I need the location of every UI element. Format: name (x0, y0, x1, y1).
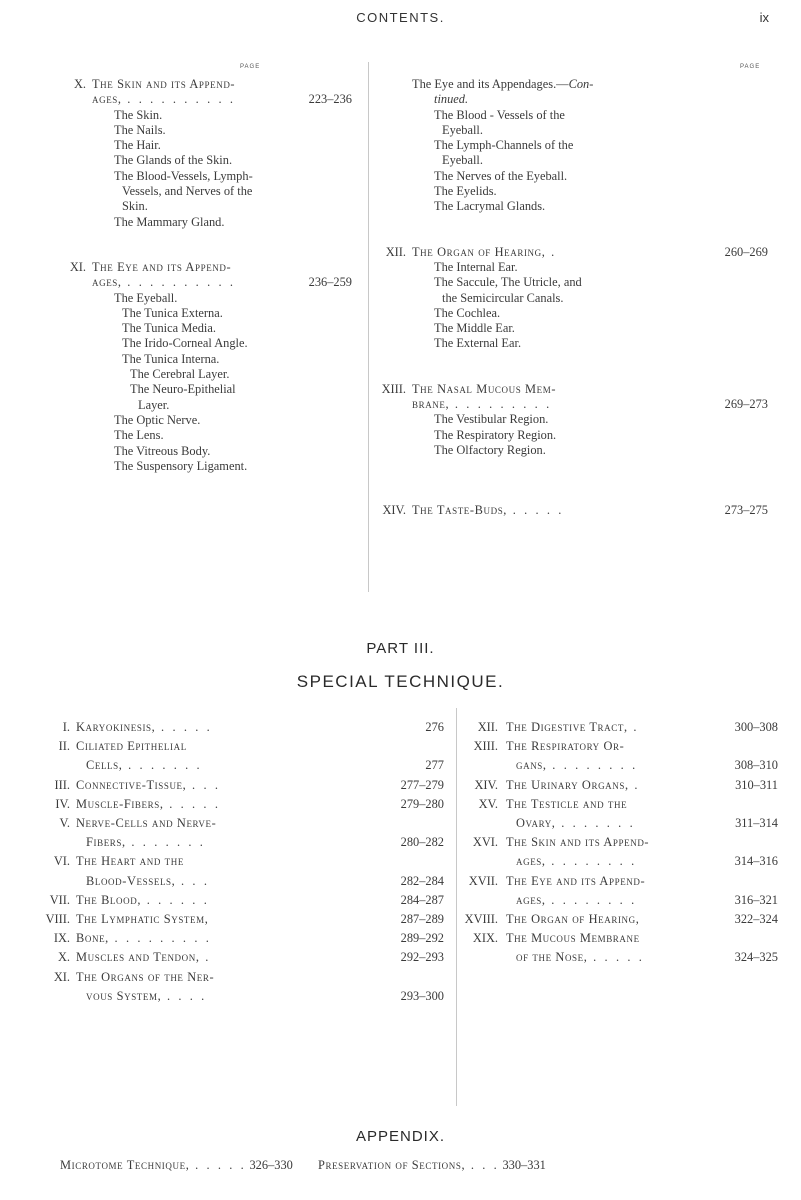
toc-text: The Digestive Tract, (506, 720, 628, 734)
toc-line (412, 382, 768, 397)
toc-line (86, 874, 444, 893)
dot-leader: . . . . . . . (125, 835, 206, 850)
section-number: XIV. (474, 777, 498, 792)
appendix-title: APPENDIX. (355, 1128, 446, 1145)
toc-line (412, 77, 768, 92)
page-range: 276 (425, 720, 444, 734)
toc-line (114, 169, 352, 184)
dot-leader: . . . . . . . . (545, 854, 637, 869)
toc-text: Eyeball. (442, 122, 483, 137)
toc-text: The External Ear. (434, 336, 522, 351)
dot-leader: . (628, 777, 641, 792)
toc-line (434, 321, 768, 336)
toc-entry (44, 970, 444, 1008)
toc-text: The Eye and its Append- (92, 260, 232, 274)
toc-line (92, 260, 352, 275)
page-column-heading-right: PAGE (740, 64, 761, 70)
toc-text: The Saccule, The Utricle, and (434, 275, 582, 290)
toc-text: The Glands of the Skin. (114, 153, 233, 168)
toc-entry (44, 797, 444, 816)
toc-entry (368, 382, 768, 458)
section-number: IX. (53, 931, 70, 946)
toc-text: The Heart and the (76, 854, 184, 869)
appendix-item-label: Preservation of Sections, (317, 1158, 466, 1172)
toc-text: The Testicle and the (506, 796, 628, 811)
toc-text: Fibers, (86, 835, 126, 850)
page-range: 279–280 (400, 796, 444, 811)
toc-line (442, 153, 768, 168)
toc-line (114, 123, 352, 138)
dot-leader: . . . . . (587, 950, 645, 965)
toc-line (434, 138, 768, 153)
toc-entry (368, 77, 768, 215)
toc-text: The Organ of Hearing, (506, 912, 640, 926)
toc-line (122, 321, 352, 336)
toc-line (412, 397, 768, 412)
toc-text: The Tunica Media. (122, 321, 216, 336)
section-number: XIX. (472, 931, 498, 946)
dot-leader: . . . . . . . (555, 815, 636, 830)
toc-text: Vessels, and Nerves of the (122, 184, 253, 199)
toc-entry (44, 739, 444, 777)
appendix-row (60, 1158, 780, 1173)
section-number: XIII. (473, 739, 498, 754)
dot-leader: . . . (465, 1158, 500, 1172)
toc-entry (44, 912, 444, 931)
toc-line (114, 291, 352, 306)
toc-entry (60, 260, 352, 474)
toc-line (76, 950, 444, 969)
toc-line (86, 989, 444, 1008)
toc-text: The Optic Nerve. (114, 412, 201, 427)
toc-line (506, 874, 778, 893)
section-number: III. (54, 777, 70, 792)
toc-line (506, 912, 778, 931)
toc-line (76, 912, 444, 931)
page-number: ix (759, 10, 769, 25)
page-range: 324–325 (734, 950, 778, 965)
toc-entry (44, 950, 444, 969)
toc-text: The Lens. (114, 428, 164, 443)
page-range: 322–324 (734, 912, 778, 926)
toc-text: gans, (516, 758, 547, 773)
page-range: 284–287 (400, 892, 444, 907)
toc-entry (368, 245, 768, 352)
toc-entry (44, 931, 444, 950)
page-range: 223–236 (308, 92, 352, 107)
toc-line (434, 412, 768, 427)
toc-text: Cells, (86, 758, 123, 773)
toc-line (506, 739, 778, 758)
toc-line (92, 275, 352, 290)
toc-line (86, 835, 444, 854)
toc-text: The Blood - Vessels of the (434, 107, 565, 122)
page-range: 310–311 (735, 777, 778, 792)
section-number: XIII. (381, 381, 406, 396)
section-number: VII. (49, 892, 70, 907)
section-number: XV. (478, 796, 498, 811)
section-number: VI. (53, 854, 70, 869)
toc-line (434, 184, 768, 199)
page-range: 273–275 (724, 503, 768, 518)
toc-text: The Olfactory Region. (434, 442, 546, 457)
section-number: IV. (55, 796, 70, 811)
page-range: 311–314 (735, 815, 778, 830)
toc-line (114, 428, 352, 443)
toc-text: The Respiratory Or- (506, 739, 625, 754)
toc-text: The Lymphatic System, (76, 912, 209, 926)
toc-line (434, 92, 768, 107)
toc-line (506, 797, 778, 816)
page-range: 293–300 (400, 988, 444, 1003)
section-number: XI. (53, 969, 70, 984)
dot-leader: . . . . . . . . (545, 892, 637, 907)
section-number: XII. (385, 244, 406, 259)
toc-entry (458, 778, 778, 797)
toc-line (442, 291, 768, 306)
toc-text: Connective-Tissue, (76, 777, 187, 792)
toc-line (516, 893, 778, 912)
toc-text: The Skin. (114, 107, 163, 122)
toc-line (114, 108, 352, 123)
toc-text: ages, (516, 892, 546, 907)
toc-line (76, 970, 444, 989)
toc-line (114, 215, 352, 230)
toc-text: The Suspensory Ligament. (114, 458, 248, 473)
dot-leader: . (545, 244, 557, 259)
toc-text: Nerve-Cells and Nerve- (76, 816, 217, 830)
toc-text: Ciliated Epithelial (76, 739, 187, 754)
toc-line (122, 184, 352, 199)
toc-entry (60, 77, 352, 230)
toc-text: brane, (412, 397, 450, 412)
page-range: 282–284 (400, 873, 444, 888)
toc-line (434, 306, 768, 321)
dot-leader: . (199, 950, 211, 965)
toc-text: ages, (92, 275, 122, 290)
toc-line (506, 835, 778, 854)
toc-text: The Neuro-Epithelial (130, 382, 236, 397)
running-title: CONTENTS. (356, 10, 445, 25)
toc-text: ages, (92, 92, 122, 107)
page-range: 314–316 (734, 854, 778, 869)
toc-text: The Cochlea. (434, 305, 501, 320)
toc-line (434, 443, 768, 458)
page-header (0, 10, 801, 34)
dot-leader: . (627, 720, 640, 734)
toc-text: The Nails. (114, 122, 166, 137)
toc-line (506, 931, 778, 950)
dot-leader: . . . . . . (141, 892, 210, 907)
toc-text: The Cerebral Layer. (130, 367, 230, 382)
toc-entry (458, 835, 778, 873)
appendix-item-page: 326–330 (249, 1158, 293, 1172)
dot-leader: . . . . (161, 988, 207, 1003)
page-range: 316–321 (734, 892, 778, 907)
toc-text: The Respiratory Region. (434, 427, 557, 442)
page-range: 260–269 (724, 244, 768, 259)
toc-text: The Mammary Gland. (114, 214, 225, 229)
page-range: 277 (425, 758, 444, 773)
page-range: 269–273 (724, 397, 768, 412)
section-number: XIV. (382, 503, 406, 518)
toc-line (122, 199, 352, 214)
toc-text: vous System, (86, 988, 162, 1003)
page-column-heading-left: PAGE (240, 64, 261, 70)
toc-line (516, 854, 778, 873)
toc-text: The Blood, (76, 892, 142, 907)
toc-text: Layer. (138, 397, 170, 412)
section-number: X. (73, 77, 86, 91)
toc-text: The Nerves of the Eyeball. (434, 168, 568, 183)
section-number: XII. (477, 720, 498, 734)
toc-line (442, 123, 768, 138)
page-range: 308–310 (734, 758, 778, 773)
toc-entry (458, 931, 778, 969)
toc-text: The Eye and its Appendages.— (412, 77, 569, 91)
dot-leader: . . . . . . . . . . (121, 275, 236, 290)
toc-line (434, 275, 768, 290)
toc-entry (44, 893, 444, 912)
toc-text: The Eye and its Append- (506, 873, 646, 888)
part-subtitle: SPECIAL TECHNIQUE. (296, 672, 505, 691)
section-number: XVI. (472, 835, 498, 850)
part-title: PART III. (366, 640, 435, 657)
toc-line (412, 503, 768, 518)
toc-line (76, 778, 444, 797)
toc-text: The Hair. (114, 138, 161, 153)
toc-line (130, 382, 352, 397)
toc-line (434, 336, 768, 351)
page-range: 289–292 (400, 931, 444, 946)
toc-entry (44, 854, 444, 892)
section-number: V. (59, 816, 70, 830)
toc-entry (458, 720, 778, 739)
toc-line (516, 816, 778, 835)
toc-entry (458, 797, 778, 835)
dot-leader: . . . (186, 777, 221, 792)
toc-line (114, 459, 352, 474)
toc-text: The Irido-Corneal Angle. (122, 336, 248, 351)
toc-line (92, 92, 352, 107)
toc-text: The Skin and its Append- (92, 77, 236, 91)
toc-line (412, 245, 768, 260)
page-range: 287–289 (400, 912, 444, 926)
toc-line (516, 758, 778, 777)
toc-line (114, 153, 352, 168)
toc-line (114, 413, 352, 428)
section-number: II. (58, 739, 70, 754)
toc-line (130, 367, 352, 382)
toc-text: The Middle Ear. (434, 321, 515, 336)
dot-leader: . . . . . (507, 503, 564, 518)
dot-leader: . . . . . . . . . (108, 931, 212, 946)
dot-leader: . . . . . . . . . (449, 397, 552, 412)
toc-entry (458, 912, 778, 931)
toc-text: The Skin and its Append- (506, 835, 650, 850)
toc-line (434, 108, 768, 123)
toc-text-italic: Con- (568, 77, 594, 91)
toc-text: Muscle-Fibers, (76, 796, 164, 811)
toc-text: The Internal Ear. (434, 259, 518, 274)
toc-text: ages, (516, 854, 546, 869)
toc-text: of the Nose, (516, 950, 588, 965)
dot-leader: . . . (175, 873, 210, 888)
page-range: 300–308 (734, 720, 778, 734)
toc-line (434, 260, 768, 275)
dot-leader: . . . . . (189, 1158, 247, 1172)
toc-line (138, 398, 352, 413)
section-number: XVII. (468, 873, 498, 888)
toc-text: the Semicircular Canals. (442, 290, 564, 305)
toc-text: The Mucous Membrane (506, 931, 640, 946)
section-number: XI. (69, 260, 86, 274)
dot-leader: . . . . . . . . . . (121, 92, 236, 107)
toc-line (76, 854, 444, 873)
page-range: 277–279 (400, 777, 444, 792)
toc-text: The Lacrymal Glands. (434, 199, 546, 214)
toc-line (76, 893, 444, 912)
page-range: 292–293 (400, 950, 444, 965)
section-number: VIII. (45, 912, 70, 926)
toc-line (434, 169, 768, 184)
toc-entry (44, 778, 444, 797)
section-number: X. (57, 950, 70, 965)
toc-text: Skin. (122, 199, 148, 214)
appendix-item-label: Microtome Technique, (60, 1158, 190, 1172)
dot-leader: . . . . . (163, 796, 221, 811)
toc-text: Eyeball. (442, 153, 483, 168)
toc-text: Blood-Vessels, (86, 873, 176, 888)
toc-line (92, 77, 352, 92)
section-number: XVIII. (464, 912, 498, 926)
toc-text: The Vitreous Body. (114, 443, 211, 458)
toc-text: The Organ of Hearing, (412, 244, 546, 259)
toc-text: The Eyelids. (434, 184, 497, 199)
dot-leader: . . . . . (155, 720, 213, 734)
toc-text: The Organs of the Ner- (76, 969, 215, 984)
toc-line (86, 758, 444, 777)
toc-line (122, 336, 352, 351)
toc-line (76, 797, 444, 816)
toc-line (76, 720, 444, 739)
toc-entry (44, 720, 444, 739)
toc-line (76, 931, 444, 950)
toc-line (114, 444, 352, 459)
toc-entry (458, 874, 778, 912)
toc-line (434, 428, 768, 443)
toc-line (122, 306, 352, 321)
toc-line (114, 138, 352, 153)
page-range: 236–259 (308, 275, 352, 290)
toc-line (506, 720, 778, 739)
toc-line (122, 352, 352, 367)
appendix-item-page: 330–331 (502, 1158, 546, 1172)
toc-line (76, 816, 444, 835)
toc-line (516, 950, 778, 969)
toc-text: Muscles and Tendon, (76, 950, 200, 965)
toc-line (506, 778, 778, 797)
toc-text: The Eyeball. (114, 290, 178, 305)
toc-text: The Vestibular Region. (434, 412, 549, 427)
toc-text: Karyokinesis, (76, 720, 156, 734)
toc-text: The Tunica Externa. (122, 305, 223, 320)
toc-text: The Taste-Buds, (412, 503, 508, 518)
toc-entry (458, 739, 778, 777)
toc-text: The Tunica Interna. (122, 351, 220, 366)
page-range: 280–282 (400, 835, 444, 850)
toc-text: Bone, (76, 931, 109, 946)
toc-text: The Lymph-Channels of the (434, 138, 574, 153)
toc-text: The Urinary Organs, (506, 777, 629, 792)
toc-line (434, 199, 768, 214)
toc-text: The Blood-Vessels, Lymph- (114, 168, 253, 183)
toc-text: Ovary, (516, 815, 556, 830)
toc-line (76, 739, 444, 758)
column-divider (456, 708, 457, 1106)
dot-leader: . . . . . . . . (546, 758, 638, 773)
toc-entry (44, 816, 444, 854)
toc-entry (368, 503, 768, 518)
toc-text: The Nasal Mucous Mem- (412, 381, 557, 396)
toc-text: tinued. (434, 92, 469, 107)
section-number: I. (62, 720, 70, 734)
dot-leader: . . . . . . . (122, 758, 203, 773)
